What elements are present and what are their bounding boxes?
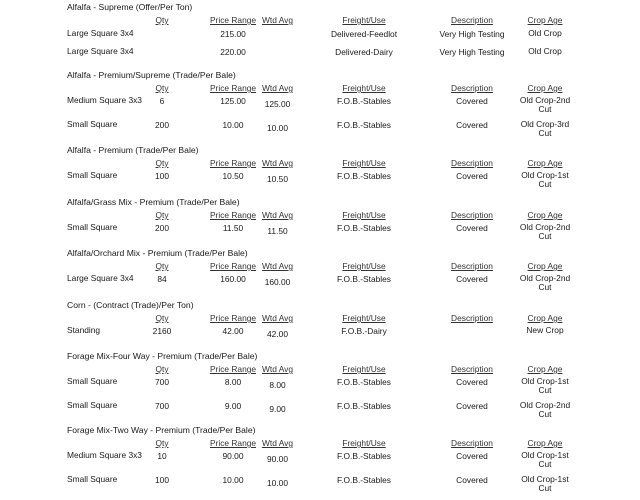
crop-age-header: Crop Age xyxy=(527,158,563,168)
crop-age-header: Crop Age xyxy=(527,15,563,25)
qty-header: Qty xyxy=(155,261,169,271)
crop-age-cell: Old Crop-3rd Cut xyxy=(520,119,570,138)
price-range-header: Price Range xyxy=(209,158,257,168)
product-name: Large Square 3x4 xyxy=(67,46,134,56)
freight-cell: F.O.B.-Stables xyxy=(337,475,391,485)
qty-header: Qty xyxy=(155,15,169,25)
qty-cell: 100 xyxy=(155,171,169,181)
price-range-header: Price Range xyxy=(209,210,257,220)
qty-cell: 700 xyxy=(155,377,169,387)
freight-cell: F.O.B.-Stables xyxy=(337,120,391,130)
freight-use-header: Freight/Use xyxy=(342,210,386,220)
freight-cell: F.O.B.-Stables xyxy=(337,451,391,461)
qty-header: Qty xyxy=(155,210,169,220)
product-name: Small Square xyxy=(67,376,118,386)
wtd-avg-cell: 125.00 xyxy=(264,99,291,109)
description-header: Description xyxy=(451,261,493,271)
product-name: Standing xyxy=(67,325,101,335)
freight-cell: Delivered-Feedlot xyxy=(330,29,398,39)
qty-cell: 10 xyxy=(157,451,167,461)
freight-use-header: Freight/Use xyxy=(342,15,386,25)
product-name: Small Square xyxy=(67,222,118,232)
crop-age-header: Crop Age xyxy=(527,210,563,220)
description-header: Description xyxy=(451,83,493,93)
crop-age-cell: Old Crop-1st Cut xyxy=(521,450,569,469)
qty-header: Qty xyxy=(155,158,169,168)
qty-cell: 200 xyxy=(155,120,169,130)
description-cell: Very High Testing xyxy=(439,47,505,57)
price-cell: 125.00 xyxy=(220,96,246,106)
wtd-avg-header: Wtd Avg xyxy=(261,364,294,374)
description-header: Description xyxy=(451,313,493,323)
qty-header: Qty xyxy=(155,83,169,93)
description-cell: Covered xyxy=(456,120,488,130)
crop-age-cell: Old Crop-2nd Cut xyxy=(519,95,571,114)
wtd-avg-cell: 8.00 xyxy=(269,380,286,390)
product-name: Medium Square 3x3 xyxy=(67,95,142,105)
price-cell: 10.50 xyxy=(222,171,244,181)
crop-age-cell: Old Crop-1st Cut xyxy=(521,170,569,189)
wtd-avg-header: Wtd Avg xyxy=(261,83,294,93)
freight-use-header: Freight/Use xyxy=(342,83,386,93)
description-header: Description xyxy=(451,210,493,220)
price-cell: 9.00 xyxy=(224,401,242,411)
crop-age-header: Crop Age xyxy=(527,261,563,271)
freight-cell: F.O.B.-Stables xyxy=(337,377,391,387)
price-range-header: Price Range xyxy=(209,83,257,93)
product-name: Small Square xyxy=(67,170,118,180)
crop-age-cell: Old Crop-2nd Cut xyxy=(519,400,571,419)
section-title: Forage Mix-Four Way - Premium (Trade/Per Bale) xyxy=(67,351,258,361)
wtd-avg-cell: 11.50 xyxy=(267,226,288,236)
description-cell: Covered xyxy=(456,96,488,106)
price-range-header: Price Range xyxy=(209,364,257,374)
section-title: Alfalfa/Orchard Mix - Premium (Trade/Per Bale) xyxy=(67,248,248,258)
price-cell: 220.00 xyxy=(220,47,246,57)
description-cell: Covered xyxy=(456,377,488,387)
crop-age-cell: Old Crop-2nd Cut xyxy=(519,222,571,241)
freight-cell: F.O.B.-Stables xyxy=(337,274,391,284)
crop-age-cell: Old Crop-2nd Cut xyxy=(519,273,571,292)
crop-age-header: Crop Age xyxy=(527,83,563,93)
product-name: Small Square xyxy=(67,119,118,129)
product-name: Small Square xyxy=(67,474,118,484)
section-title: Alfalfa - Supreme (Offer/Per Ton) xyxy=(67,2,193,12)
wtd-avg-cell xyxy=(250,47,305,50)
wtd-avg-header: Wtd Avg xyxy=(261,15,294,25)
section-title: Alfalfa - Premium (Trade/Per Bale) xyxy=(67,145,199,155)
qty-header: Qty xyxy=(155,364,169,374)
price-cell: 215.00 xyxy=(220,29,246,39)
price-cell: 160.00 xyxy=(220,274,246,284)
freight-use-header: Freight/Use xyxy=(342,313,386,323)
crop-age-header: Crop Age xyxy=(527,438,563,448)
price-cell: 11.50 xyxy=(222,223,244,233)
freight-cell: F.O.B.-Dairy xyxy=(341,326,387,336)
crop-age-header: Crop Age xyxy=(527,364,563,374)
qty-cell: 200 xyxy=(155,223,169,233)
price-cell: 42.00 xyxy=(222,326,244,336)
product-name: Small Square xyxy=(67,400,118,410)
description-cell: Covered xyxy=(456,223,488,233)
price-cell: 90.00 xyxy=(222,451,244,461)
price-cell: 8.00 xyxy=(224,377,242,387)
freight-use-header: Freight/Use xyxy=(342,364,386,374)
section-title: Alfalfa/Grass Mix - Premium (Trade/Per Bale) xyxy=(67,197,240,207)
description-header: Description xyxy=(451,15,493,25)
freight-cell: Delivered-Dairy xyxy=(335,47,393,57)
description-cell: Covered xyxy=(456,475,488,485)
wtd-avg-header: Wtd Avg xyxy=(261,438,294,448)
wtd-avg-cell: 90.00 xyxy=(267,454,288,464)
price-cell: 10.00 xyxy=(222,120,244,130)
wtd-avg-cell: 42.00 xyxy=(267,329,288,339)
description-cell: Covered xyxy=(456,171,488,181)
qty-header: Qty xyxy=(155,438,169,448)
freight-use-header: Freight/Use xyxy=(342,158,386,168)
product-name: Large Square 3x4 xyxy=(67,273,134,283)
wtd-avg-cell xyxy=(250,29,305,32)
qty-cell: 700 xyxy=(155,401,169,411)
qty-cell: 6 xyxy=(159,96,165,106)
qty-cell: 84 xyxy=(157,274,167,284)
price-range-header: Price Range xyxy=(209,261,257,271)
section-title: Corn - (Contract (Trade)/Per Ton) xyxy=(67,300,194,310)
wtd-avg-cell: 10.50 xyxy=(267,174,288,184)
price-cell: 10.00 xyxy=(222,475,244,485)
wtd-avg-cell: 9.00 xyxy=(269,404,286,414)
price-range-header: Price Range xyxy=(209,15,257,25)
crop-age-cell: New Crop xyxy=(526,325,564,335)
wtd-avg-header: Wtd Avg xyxy=(261,261,294,271)
description-header: Description xyxy=(451,438,493,448)
description-cell: Covered xyxy=(456,274,488,284)
qty-cell: 100 xyxy=(155,475,169,485)
description-cell: Covered xyxy=(456,401,488,411)
wtd-avg-header: Wtd Avg xyxy=(261,313,294,323)
section-title: Alfalfa - Premium/Supreme (Trade/Per Bale) xyxy=(67,70,236,80)
crop-age-cell: Old Crop-1st Cut xyxy=(521,376,569,395)
crop-age-cell: Old Crop-1st Cut xyxy=(521,474,569,493)
freight-cell: F.O.B.-Stables xyxy=(337,171,391,181)
description-header: Description xyxy=(451,158,493,168)
crop-age-header: Crop Age xyxy=(527,313,563,323)
freight-cell: F.O.B.-Stables xyxy=(337,96,391,106)
qty-cell: 2160 xyxy=(152,326,172,336)
description-cell: Covered xyxy=(456,451,488,461)
product-name: Medium Square 3x3 xyxy=(67,450,142,460)
price-range-header: Price Range xyxy=(209,313,257,323)
freight-use-header: Freight/Use xyxy=(342,261,386,271)
wtd-avg-cell: 10.00 xyxy=(267,478,288,488)
freight-use-header: Freight/Use xyxy=(342,438,386,448)
product-name: Large Square 3x4 xyxy=(67,28,134,38)
qty-header: Qty xyxy=(155,313,169,323)
crop-age-cell: Old Crop xyxy=(528,28,562,38)
wtd-avg-header: Wtd Avg xyxy=(261,158,294,168)
wtd-avg-header: Wtd Avg xyxy=(261,210,294,220)
freight-cell: F.O.B.-Stables xyxy=(337,223,391,233)
crop-age-cell: Old Crop xyxy=(528,46,562,56)
description-cell: Very High Testing xyxy=(439,29,505,39)
freight-cell: F.O.B.-Stables xyxy=(337,401,391,411)
wtd-avg-cell: 10.00 xyxy=(267,123,288,133)
price-range-header: Price Range xyxy=(209,438,257,448)
wtd-avg-cell: 160.00 xyxy=(264,277,291,287)
section-title: Forage Mix-Two Way - Premium (Trade/Per Bale) xyxy=(67,425,256,435)
description-header: Description xyxy=(451,364,493,374)
